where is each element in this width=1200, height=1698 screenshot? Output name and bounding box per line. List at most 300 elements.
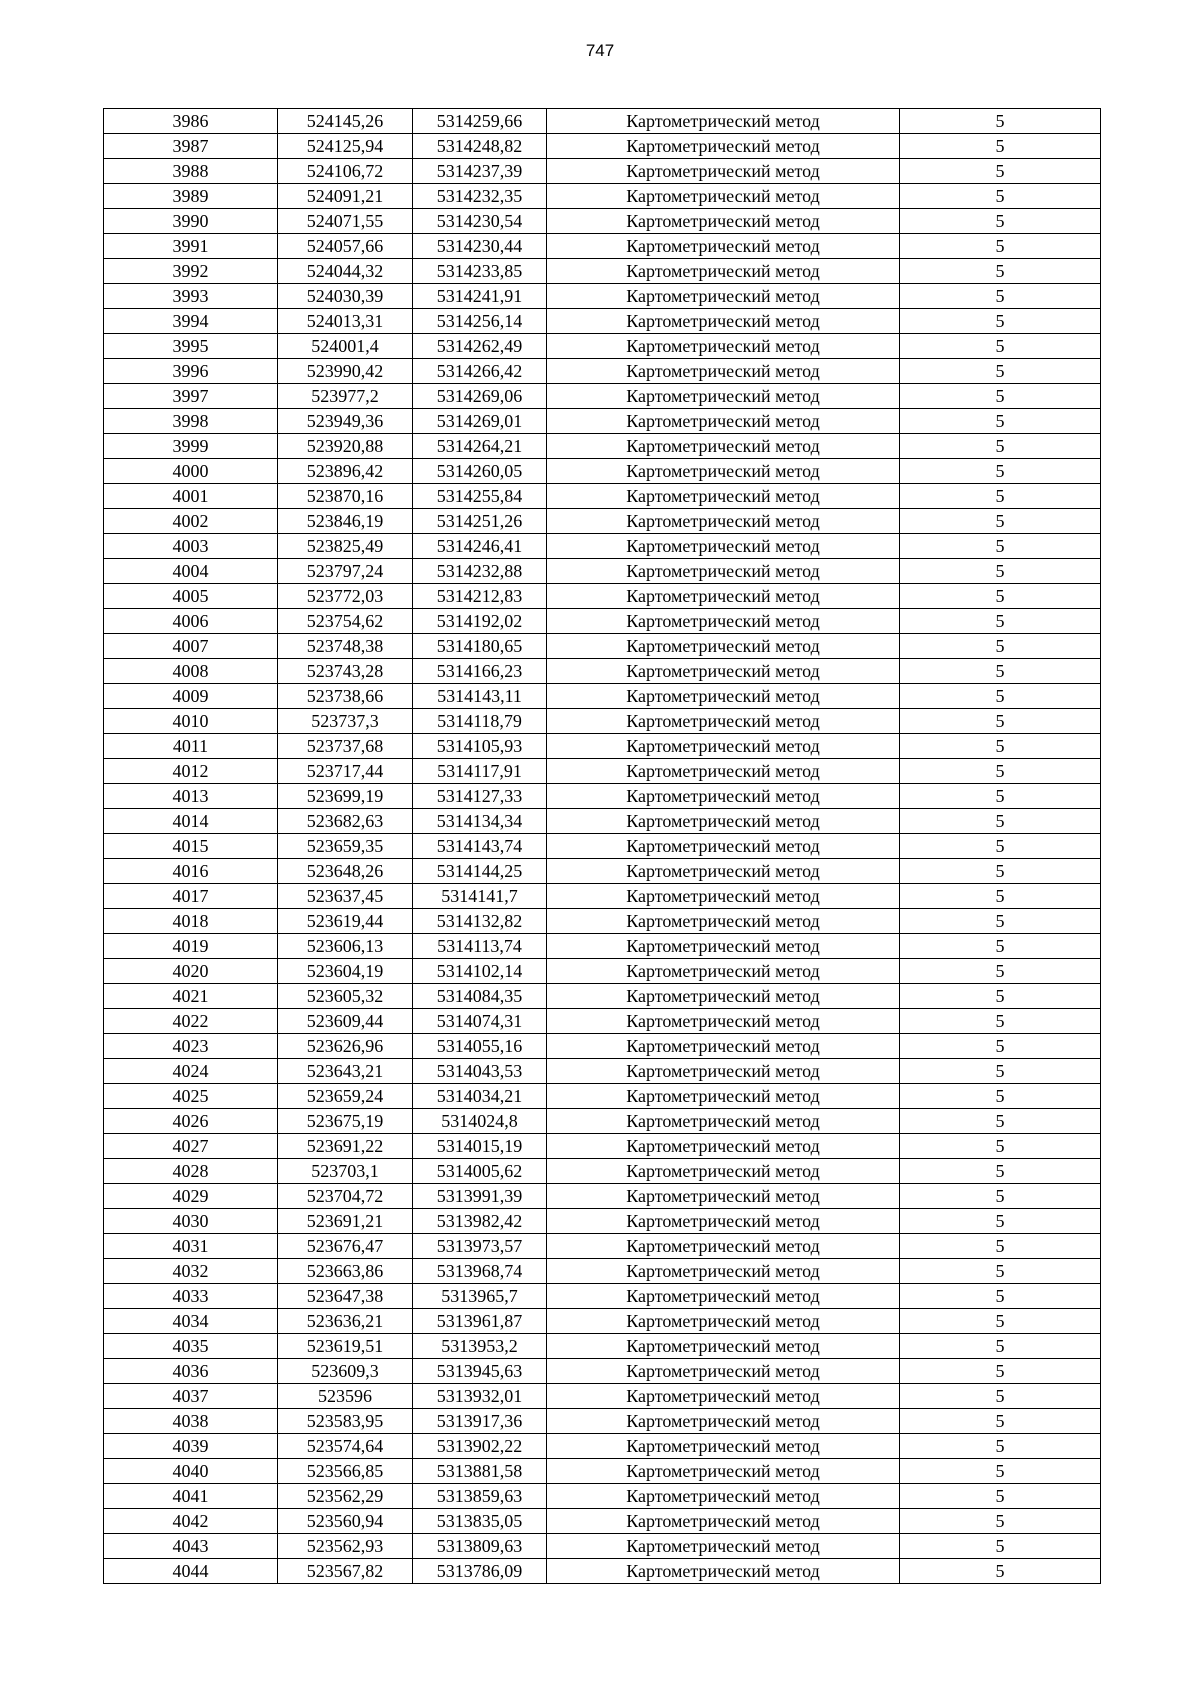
method-cell: Картометрический метод xyxy=(547,1084,900,1109)
table-row xyxy=(104,834,1101,859)
point-number-cell: 4031 xyxy=(104,1234,278,1259)
method-cell: Картометрический метод xyxy=(547,809,900,834)
method-cell: Картометрический метод xyxy=(547,284,900,309)
accuracy-cell: 5 xyxy=(900,509,1101,534)
table-row xyxy=(104,1234,1101,1259)
x-coordinate-cell: 523738,66 xyxy=(278,684,413,709)
x-coordinate-cell: 523977,2 xyxy=(278,384,413,409)
point-number-cell: 4003 xyxy=(104,534,278,559)
point-number-cell: 3990 xyxy=(104,209,278,234)
x-coordinate-cell: 523636,21 xyxy=(278,1309,413,1334)
accuracy-cell: 5 xyxy=(900,284,1101,309)
x-coordinate-cell: 524091,21 xyxy=(278,184,413,209)
table-row xyxy=(104,759,1101,784)
x-coordinate-cell: 523691,22 xyxy=(278,1134,413,1159)
x-coordinate-cell: 523560,94 xyxy=(278,1509,413,1534)
accuracy-cell: 5 xyxy=(900,1234,1101,1259)
method-cell: Картометрический метод xyxy=(547,834,900,859)
accuracy-cell: 5 xyxy=(900,1409,1101,1434)
accuracy-cell: 5 xyxy=(900,1084,1101,1109)
point-number-cell: 4042 xyxy=(104,1509,278,1534)
point-number-cell: 4016 xyxy=(104,859,278,884)
point-number-cell: 4025 xyxy=(104,1084,278,1109)
accuracy-cell: 5 xyxy=(900,1209,1101,1234)
y-coordinate-cell: 5314113,74 xyxy=(413,934,547,959)
point-number-cell: 4037 xyxy=(104,1384,278,1409)
table-row xyxy=(104,1059,1101,1084)
accuracy-cell: 5 xyxy=(900,1334,1101,1359)
y-coordinate-cell: 5313859,63 xyxy=(413,1484,547,1509)
y-coordinate-cell: 5314141,7 xyxy=(413,884,547,909)
method-cell: Картометрический метод xyxy=(547,1384,900,1409)
point-number-cell: 4018 xyxy=(104,909,278,934)
table-row xyxy=(104,209,1101,234)
table-row xyxy=(104,1484,1101,1509)
point-number-cell: 4023 xyxy=(104,1034,278,1059)
method-cell: Картометрический метод xyxy=(547,1359,900,1384)
point-number-cell: 4029 xyxy=(104,1184,278,1209)
point-number-cell: 4017 xyxy=(104,884,278,909)
y-coordinate-cell: 5314118,79 xyxy=(413,709,547,734)
method-cell: Картометрический метод xyxy=(547,1284,900,1309)
accuracy-cell: 5 xyxy=(900,684,1101,709)
y-coordinate-cell: 5314043,53 xyxy=(413,1059,547,1084)
point-number-cell: 3999 xyxy=(104,434,278,459)
y-coordinate-cell: 5313881,58 xyxy=(413,1459,547,1484)
method-cell: Картометрический метод xyxy=(547,1559,900,1584)
method-cell: Картометрический метод xyxy=(547,234,900,259)
point-number-cell: 3997 xyxy=(104,384,278,409)
method-cell: Картометрический метод xyxy=(547,1434,900,1459)
table-row xyxy=(104,1384,1101,1409)
x-coordinate-cell: 523663,86 xyxy=(278,1259,413,1284)
y-coordinate-cell: 5314232,35 xyxy=(413,184,547,209)
accuracy-cell: 5 xyxy=(900,1509,1101,1534)
point-number-cell: 3996 xyxy=(104,359,278,384)
point-number-cell: 4014 xyxy=(104,809,278,834)
method-cell: Картометрический метод xyxy=(547,309,900,334)
table-row xyxy=(104,1334,1101,1359)
point-number-cell: 4005 xyxy=(104,584,278,609)
point-number-cell: 3987 xyxy=(104,134,278,159)
accuracy-cell: 5 xyxy=(900,1459,1101,1484)
table-row xyxy=(104,159,1101,184)
accuracy-cell: 5 xyxy=(900,1484,1101,1509)
method-cell: Картометрический метод xyxy=(547,484,900,509)
table-row xyxy=(104,384,1101,409)
method-cell: Картометрический метод xyxy=(547,684,900,709)
table-row xyxy=(104,1284,1101,1309)
y-coordinate-cell: 5314143,74 xyxy=(413,834,547,859)
accuracy-cell: 5 xyxy=(900,759,1101,784)
point-number-cell: 4044 xyxy=(104,1559,278,1584)
method-cell: Картометрический метод xyxy=(547,1534,900,1559)
y-coordinate-cell: 5314241,91 xyxy=(413,284,547,309)
method-cell: Картометрический метод xyxy=(547,859,900,884)
x-coordinate-cell: 523626,96 xyxy=(278,1034,413,1059)
method-cell: Картометрический метод xyxy=(547,584,900,609)
point-number-cell: 4011 xyxy=(104,734,278,759)
table-row xyxy=(104,184,1101,209)
method-cell: Картометрический метод xyxy=(547,1184,900,1209)
table-row xyxy=(104,559,1101,584)
x-coordinate-cell: 523772,03 xyxy=(278,584,413,609)
x-coordinate-cell: 523920,88 xyxy=(278,434,413,459)
y-coordinate-cell: 5314256,14 xyxy=(413,309,547,334)
table-row xyxy=(104,1534,1101,1559)
point-number-cell: 4022 xyxy=(104,1009,278,1034)
x-coordinate-cell: 524044,32 xyxy=(278,259,413,284)
point-number-cell: 4032 xyxy=(104,1259,278,1284)
accuracy-cell: 5 xyxy=(900,384,1101,409)
y-coordinate-cell: 5313786,09 xyxy=(413,1559,547,1584)
y-coordinate-cell: 5314251,26 xyxy=(413,509,547,534)
x-coordinate-cell: 524125,94 xyxy=(278,134,413,159)
x-coordinate-cell: 523609,44 xyxy=(278,1009,413,1034)
accuracy-cell: 5 xyxy=(900,1284,1101,1309)
point-number-cell: 3988 xyxy=(104,159,278,184)
method-cell: Картометрический метод xyxy=(547,1134,900,1159)
method-cell: Картометрический метод xyxy=(547,959,900,984)
y-coordinate-cell: 5314180,65 xyxy=(413,634,547,659)
table-row xyxy=(104,1134,1101,1159)
y-coordinate-cell: 5314132,82 xyxy=(413,909,547,934)
method-cell: Картометрический метод xyxy=(547,934,900,959)
y-coordinate-cell: 5313953,2 xyxy=(413,1334,547,1359)
y-coordinate-cell: 5314134,34 xyxy=(413,809,547,834)
accuracy-cell: 5 xyxy=(900,859,1101,884)
y-coordinate-cell: 5313932,01 xyxy=(413,1384,547,1409)
method-cell: Картометрический метод xyxy=(547,1259,900,1284)
y-coordinate-cell: 5314212,83 xyxy=(413,584,547,609)
table-row xyxy=(104,1084,1101,1109)
accuracy-cell: 5 xyxy=(900,1159,1101,1184)
x-coordinate-cell: 523797,24 xyxy=(278,559,413,584)
y-coordinate-cell: 5314233,85 xyxy=(413,259,547,284)
y-coordinate-cell: 5314034,21 xyxy=(413,1084,547,1109)
x-coordinate-cell: 523596 xyxy=(278,1384,413,1409)
y-coordinate-cell: 5313902,22 xyxy=(413,1434,547,1459)
y-coordinate-cell: 5314269,01 xyxy=(413,409,547,434)
point-number-cell: 4001 xyxy=(104,484,278,509)
accuracy-cell: 5 xyxy=(900,709,1101,734)
coordinates-table xyxy=(103,108,1101,1584)
table-row xyxy=(104,934,1101,959)
y-coordinate-cell: 5313945,63 xyxy=(413,1359,547,1384)
point-number-cell: 4038 xyxy=(104,1409,278,1434)
table-row xyxy=(104,584,1101,609)
table-row xyxy=(104,984,1101,1009)
accuracy-cell: 5 xyxy=(900,584,1101,609)
x-coordinate-cell: 524030,39 xyxy=(278,284,413,309)
x-coordinate-cell: 523990,42 xyxy=(278,359,413,384)
method-cell: Картометрический метод xyxy=(547,184,900,209)
method-cell: Картометрический метод xyxy=(547,984,900,1009)
y-coordinate-cell: 5314166,23 xyxy=(413,659,547,684)
x-coordinate-cell: 523825,49 xyxy=(278,534,413,559)
method-cell: Картометрический метод xyxy=(547,534,900,559)
x-coordinate-cell: 523619,44 xyxy=(278,909,413,934)
point-number-cell: 4033 xyxy=(104,1284,278,1309)
accuracy-cell: 5 xyxy=(900,1009,1101,1034)
accuracy-cell: 5 xyxy=(900,434,1101,459)
point-number-cell: 4034 xyxy=(104,1309,278,1334)
method-cell: Картометрический метод xyxy=(547,734,900,759)
point-number-cell: 3989 xyxy=(104,184,278,209)
y-coordinate-cell: 5314117,91 xyxy=(413,759,547,784)
method-cell: Картометрический метод xyxy=(547,1159,900,1184)
point-number-cell: 4020 xyxy=(104,959,278,984)
x-coordinate-cell: 523567,82 xyxy=(278,1559,413,1584)
table-row xyxy=(104,1184,1101,1209)
point-number-cell: 4007 xyxy=(104,634,278,659)
point-number-cell: 3994 xyxy=(104,309,278,334)
x-coordinate-cell: 523562,93 xyxy=(278,1534,413,1559)
accuracy-cell: 5 xyxy=(900,984,1101,1009)
method-cell: Картометрический метод xyxy=(547,1109,900,1134)
accuracy-cell: 5 xyxy=(900,1259,1101,1284)
table-row xyxy=(104,1509,1101,1534)
x-coordinate-cell: 523604,19 xyxy=(278,959,413,984)
accuracy-cell: 5 xyxy=(900,159,1101,184)
table-row xyxy=(104,884,1101,909)
y-coordinate-cell: 5314264,21 xyxy=(413,434,547,459)
accuracy-cell: 5 xyxy=(900,609,1101,634)
accuracy-cell: 5 xyxy=(900,1384,1101,1409)
y-coordinate-cell: 5314230,44 xyxy=(413,234,547,259)
x-coordinate-cell: 523583,95 xyxy=(278,1409,413,1434)
x-coordinate-cell: 523737,68 xyxy=(278,734,413,759)
accuracy-cell: 5 xyxy=(900,1184,1101,1209)
y-coordinate-cell: 5314192,02 xyxy=(413,609,547,634)
accuracy-cell: 5 xyxy=(900,959,1101,984)
accuracy-cell: 5 xyxy=(900,534,1101,559)
table-row xyxy=(104,659,1101,684)
table-row xyxy=(104,859,1101,884)
x-coordinate-cell: 523896,42 xyxy=(278,459,413,484)
method-cell: Картометрический метод xyxy=(547,1309,900,1334)
accuracy-cell: 5 xyxy=(900,409,1101,434)
table-row xyxy=(104,409,1101,434)
accuracy-cell: 5 xyxy=(900,334,1101,359)
x-coordinate-cell: 523605,32 xyxy=(278,984,413,1009)
accuracy-cell: 5 xyxy=(900,134,1101,159)
accuracy-cell: 5 xyxy=(900,834,1101,859)
y-coordinate-cell: 5313982,42 xyxy=(413,1209,547,1234)
x-coordinate-cell: 523562,29 xyxy=(278,1484,413,1509)
method-cell: Картометрический метод xyxy=(547,884,900,909)
table-row xyxy=(104,109,1101,134)
y-coordinate-cell: 5314260,05 xyxy=(413,459,547,484)
method-cell: Картометрический метод xyxy=(547,709,900,734)
point-number-cell: 4028 xyxy=(104,1159,278,1184)
method-cell: Картометрический метод xyxy=(547,334,900,359)
x-coordinate-cell: 523703,1 xyxy=(278,1159,413,1184)
x-coordinate-cell: 523743,28 xyxy=(278,659,413,684)
method-cell: Картометрический метод xyxy=(547,434,900,459)
y-coordinate-cell: 5314074,31 xyxy=(413,1009,547,1034)
method-cell: Картометрический метод xyxy=(547,459,900,484)
table-row xyxy=(104,259,1101,284)
point-number-cell: 4039 xyxy=(104,1434,278,1459)
accuracy-cell: 5 xyxy=(900,309,1101,334)
method-cell: Картометрический метод xyxy=(547,259,900,284)
table-row xyxy=(104,709,1101,734)
accuracy-cell: 5 xyxy=(900,734,1101,759)
y-coordinate-cell: 5314237,39 xyxy=(413,159,547,184)
method-cell: Картометрический метод xyxy=(547,784,900,809)
x-coordinate-cell: 523659,35 xyxy=(278,834,413,859)
table-row xyxy=(104,634,1101,659)
x-coordinate-cell: 523949,36 xyxy=(278,409,413,434)
accuracy-cell: 5 xyxy=(900,909,1101,934)
x-coordinate-cell: 524013,31 xyxy=(278,309,413,334)
table-row xyxy=(104,809,1101,834)
y-coordinate-cell: 5314144,25 xyxy=(413,859,547,884)
y-coordinate-cell: 5314102,14 xyxy=(413,959,547,984)
point-number-cell: 4027 xyxy=(104,1134,278,1159)
point-number-cell: 4012 xyxy=(104,759,278,784)
x-coordinate-cell: 523619,51 xyxy=(278,1334,413,1359)
method-cell: Картометрический метод xyxy=(547,1509,900,1534)
accuracy-cell: 5 xyxy=(900,184,1101,209)
method-cell: Картометрический метод xyxy=(547,359,900,384)
y-coordinate-cell: 5313965,7 xyxy=(413,1284,547,1309)
accuracy-cell: 5 xyxy=(900,634,1101,659)
x-coordinate-cell: 523676,47 xyxy=(278,1234,413,1259)
table-row xyxy=(104,609,1101,634)
point-number-cell: 3992 xyxy=(104,259,278,284)
method-cell: Картометрический метод xyxy=(547,509,900,534)
x-coordinate-cell: 523574,64 xyxy=(278,1434,413,1459)
accuracy-cell: 5 xyxy=(900,809,1101,834)
point-number-cell: 4006 xyxy=(104,609,278,634)
accuracy-cell: 5 xyxy=(900,109,1101,134)
table-row xyxy=(104,234,1101,259)
x-coordinate-cell: 523691,21 xyxy=(278,1209,413,1234)
y-coordinate-cell: 5314259,66 xyxy=(413,109,547,134)
y-coordinate-cell: 5314024,8 xyxy=(413,1109,547,1134)
y-coordinate-cell: 5314127,33 xyxy=(413,784,547,809)
point-number-cell: 3998 xyxy=(104,409,278,434)
y-coordinate-cell: 5314262,49 xyxy=(413,334,547,359)
table-row xyxy=(104,1309,1101,1334)
point-number-cell: 4015 xyxy=(104,834,278,859)
method-cell: Картометрический метод xyxy=(547,1409,900,1434)
x-coordinate-cell: 523870,16 xyxy=(278,484,413,509)
x-coordinate-cell: 523675,19 xyxy=(278,1109,413,1134)
x-coordinate-cell: 523647,38 xyxy=(278,1284,413,1309)
y-coordinate-cell: 5314255,84 xyxy=(413,484,547,509)
accuracy-cell: 5 xyxy=(900,559,1101,584)
method-cell: Картометрический метод xyxy=(547,1009,900,1034)
coordinates-table-body xyxy=(104,109,1101,1584)
point-number-cell: 4026 xyxy=(104,1109,278,1134)
point-number-cell: 3993 xyxy=(104,284,278,309)
x-coordinate-cell: 523648,26 xyxy=(278,859,413,884)
accuracy-cell: 5 xyxy=(900,209,1101,234)
accuracy-cell: 5 xyxy=(900,1109,1101,1134)
method-cell: Картометрический метод xyxy=(547,409,900,434)
point-number-cell: 3995 xyxy=(104,334,278,359)
y-coordinate-cell: 5313961,87 xyxy=(413,1309,547,1334)
x-coordinate-cell: 523754,62 xyxy=(278,609,413,634)
accuracy-cell: 5 xyxy=(900,1134,1101,1159)
table-row xyxy=(104,959,1101,984)
method-cell: Картометрический метод xyxy=(547,134,900,159)
method-cell: Картометрический метод xyxy=(547,209,900,234)
table-row xyxy=(104,284,1101,309)
x-coordinate-cell: 523606,13 xyxy=(278,934,413,959)
y-coordinate-cell: 5314266,42 xyxy=(413,359,547,384)
x-coordinate-cell: 524001,4 xyxy=(278,334,413,359)
y-coordinate-cell: 5313809,63 xyxy=(413,1534,547,1559)
table-row xyxy=(104,909,1101,934)
accuracy-cell: 5 xyxy=(900,1059,1101,1084)
point-number-cell: 4040 xyxy=(104,1459,278,1484)
point-number-cell: 4035 xyxy=(104,1334,278,1359)
point-number-cell: 4043 xyxy=(104,1534,278,1559)
table-row xyxy=(104,1559,1101,1584)
table-row xyxy=(104,1009,1101,1034)
y-coordinate-cell: 5313973,57 xyxy=(413,1234,547,1259)
accuracy-cell: 5 xyxy=(900,1534,1101,1559)
table-row xyxy=(104,1459,1101,1484)
accuracy-cell: 5 xyxy=(900,259,1101,284)
x-coordinate-cell: 523682,63 xyxy=(278,809,413,834)
point-number-cell: 4000 xyxy=(104,459,278,484)
table-row xyxy=(104,734,1101,759)
accuracy-cell: 5 xyxy=(900,1359,1101,1384)
accuracy-cell: 5 xyxy=(900,359,1101,384)
table-row xyxy=(104,134,1101,159)
point-number-cell: 4019 xyxy=(104,934,278,959)
point-number-cell: 4002 xyxy=(104,509,278,534)
y-coordinate-cell: 5314230,54 xyxy=(413,209,547,234)
point-number-cell: 4024 xyxy=(104,1059,278,1084)
method-cell: Картометрический метод xyxy=(547,1234,900,1259)
point-number-cell: 4008 xyxy=(104,659,278,684)
table-row xyxy=(104,1034,1101,1059)
point-number-cell: 4036 xyxy=(104,1359,278,1384)
y-coordinate-cell: 5314248,82 xyxy=(413,134,547,159)
y-coordinate-cell: 5313835,05 xyxy=(413,1509,547,1534)
y-coordinate-cell: 5313917,36 xyxy=(413,1409,547,1434)
page-number: 747 xyxy=(585,41,615,60)
table-row xyxy=(104,334,1101,359)
y-coordinate-cell: 5313968,74 xyxy=(413,1259,547,1284)
method-cell: Картометрический метод xyxy=(547,1034,900,1059)
table-row xyxy=(104,434,1101,459)
point-number-cell: 4009 xyxy=(104,684,278,709)
y-coordinate-cell: 5314232,88 xyxy=(413,559,547,584)
method-cell: Картометрический метод xyxy=(547,109,900,134)
method-cell: Картометрический метод xyxy=(547,1059,900,1084)
accuracy-cell: 5 xyxy=(900,659,1101,684)
x-coordinate-cell: 524145,26 xyxy=(278,109,413,134)
x-coordinate-cell: 523643,21 xyxy=(278,1059,413,1084)
x-coordinate-cell: 523566,85 xyxy=(278,1459,413,1484)
y-coordinate-cell: 5314105,93 xyxy=(413,734,547,759)
table-row xyxy=(104,1159,1101,1184)
x-coordinate-cell: 523699,19 xyxy=(278,784,413,809)
table-row xyxy=(104,509,1101,534)
method-cell: Картометрический метод xyxy=(547,634,900,659)
accuracy-cell: 5 xyxy=(900,1559,1101,1584)
point-number-cell: 3991 xyxy=(104,234,278,259)
x-coordinate-cell: 523846,19 xyxy=(278,509,413,534)
table-row xyxy=(104,784,1101,809)
